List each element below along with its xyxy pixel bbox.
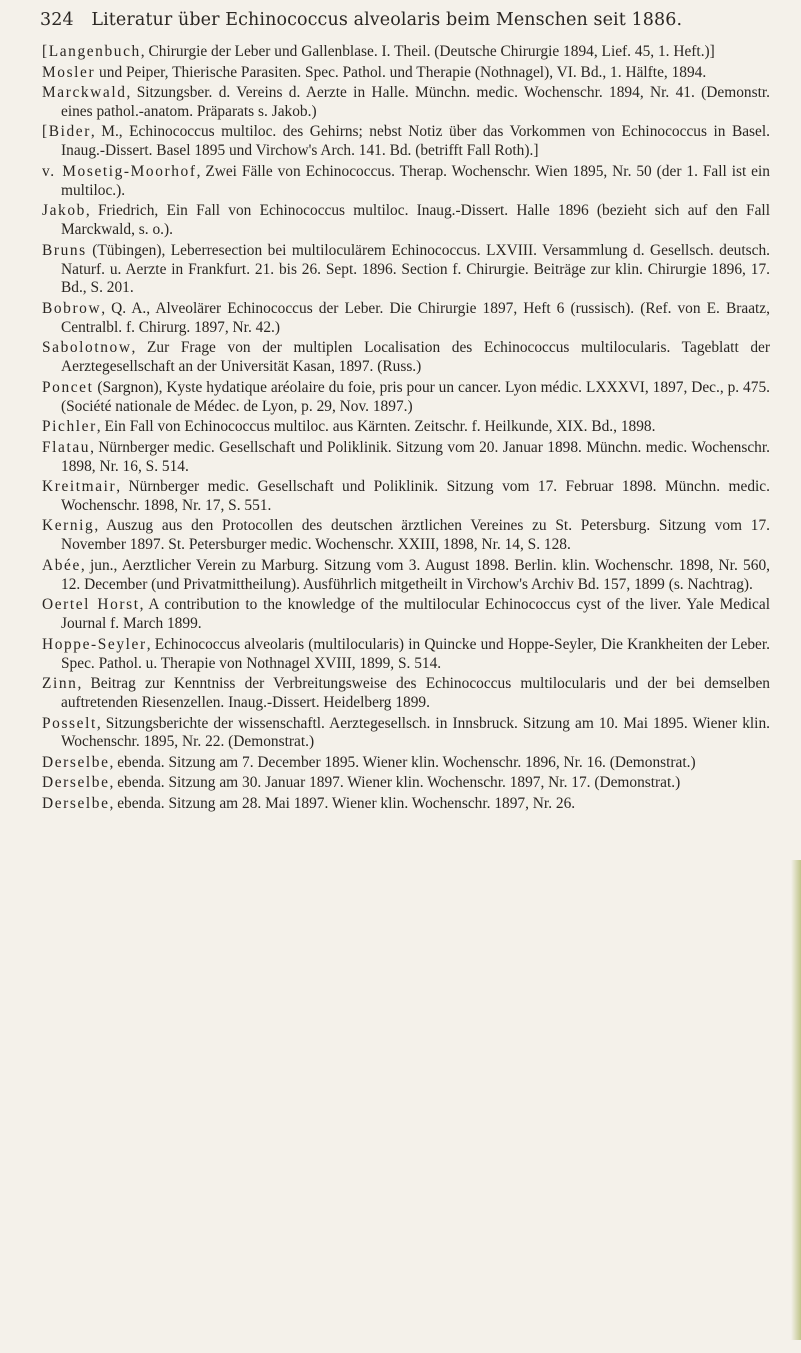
reference-text: , Sitzungsberichte der wissenschaftl. Aerztegesellsch. in Innsbruck. Sitzung am 10. Mai 1895. Wiener klin. Wochenschr. 1895, Nr. 22. (Demonstrat.) — [61, 714, 770, 751]
reference-entry — [42, 379, 770, 417]
reference-text: , Zwei Fälle von Echinococcus. Therap. Wochenschr. Wien 1895, Nr. 50 (der 1. Fall ist ein multiloc.). — [61, 162, 770, 199]
reference-text: , M., Echinococcus multiloc. des Gehirns; nebst Notiz über das Vorkommen von Echinococcus in Basel. Inaug.-Dissert. Basel 1895 und Virchow's Arch. 141. Bd. (betrifft Fall Roth).] — [61, 123, 770, 160]
reference-entry — [42, 84, 770, 122]
reference-author: Hoppe-Seyler — [42, 635, 147, 653]
reference-author: Sabolotnow — [42, 339, 132, 357]
reference-entry — [42, 754, 770, 773]
reference-author: v. Mosetig-Moorhof — [42, 162, 197, 180]
reference-text: , Zur Frage von der multiplen Localisation des Echinococcus multilocularis. Tageblatt der Aerztegesellschaft an der Universität Kasan, 1897. (Russ.) — [61, 339, 770, 376]
reference-author: Kreitmair — [42, 478, 117, 496]
reference-entry — [42, 439, 770, 477]
reference-author: Posselt — [42, 714, 97, 732]
reference-text: , Nürnberger medic. Gesellschaft und Poliklinik. Sitzung vom 20. Januar 1898. Münchn. medic. Wochenschr. 1898, Nr. 16, S. 514. — [61, 438, 770, 475]
reference-text: , Echinococcus alveolaris (multilocularis) in Quincke und Hoppe-Seyler, Die Krankheiten der Leber. Spec. Pathol. u. Therapie von Nothnagel XVIII, 1899, S. 514. — [61, 635, 770, 672]
reference-text: , Chirurgie der Leber und Gallenblase. I. Theil. (Deutsche Chirurgie 1894, Lief. 45, 1. Heft.)] — [140, 43, 715, 60]
reference-author: Flatau — [42, 438, 91, 456]
reference-author: Derselbe — [42, 753, 110, 771]
reference-text: , Sitzungsber. d. Vereins d. Aerzte in Halle. Münchn. medic. Wochenschr. 1894, Nr. 41. (Demonstr. eines pathol.-anatom. Präparats s. Jakob.) — [61, 84, 770, 120]
reference-text: und Peiper, Thierische Parasiten. Spec. Pathol. und Therapie (Nothnagel), VI. Bd., 1. Hälfte, 1894. — [95, 63, 707, 81]
reference-text: , jun., Aerztlicher Verein zu Marburg. Sitzung vom 3. August 1898. Berlin. klin. Wochenschr. 1898, Nr. 560, 12. December (und Privatmittheilung). Ausführlich mitgetheilt in Virchow's Archiv Bd. 157, 1899 (s. Nachtrag). — [61, 556, 770, 593]
reference-author: Abée — [42, 556, 81, 574]
reference-text: , Friedrich, Ein Fall von Echinococcus multiloc. Inaug.-Dissert. Halle 1896 (bezieht sich auf den Fall Marckwald, s. o.). — [61, 202, 770, 239]
reference-text: (Tübingen), Leberresection bei multiloculärem Echinococcus. LXVIII. Versammlung d. Gesellsch. deutsch. Naturf. u. Aerzte in Frankfurt. 21. bis 26. Sept. 1896. Section f. Chirurgie. Beiträge zur klin. Chirurgie 1896, 17. Bd., S. 201. — [61, 241, 770, 297]
reference-entry — [42, 43, 770, 62]
reference-entry — [42, 557, 770, 595]
reference-author: [Bider — [42, 123, 91, 141]
reference-author: Pichler — [42, 418, 97, 436]
reference-text: , ebenda. Sitzung am 28. Mai 1897. Wiener klin. Wochenschr. 1897, Nr. 26. — [109, 794, 576, 812]
reference-author: Mosler — [42, 63, 96, 81]
reference-author: Kernig — [42, 517, 95, 535]
reference-author: Zinn — [42, 675, 78, 693]
reference-list — [42, 43, 770, 815]
reference-author: Derselbe — [42, 794, 110, 812]
page-number: 324 — [40, 10, 74, 30]
reference-entry — [42, 300, 770, 338]
reference-entry — [42, 339, 770, 377]
reference-entry — [42, 242, 770, 299]
page-edge-discoloration — [791, 860, 801, 1340]
reference-author: Bruns — [42, 241, 87, 259]
reference-entry — [42, 202, 770, 240]
running-header — [40, 10, 761, 30]
reference-entry — [42, 596, 770, 634]
reference-author: Marckwald — [42, 84, 127, 101]
reference-text: , Ein Fall von Echinococcus multiloc. aus Kärnten. Zeitschr. f. Heilkunde, XIX. Bd., 1898. — [96, 418, 656, 436]
reference-entry — [42, 517, 770, 555]
reference-text: , ebenda. Sitzung am 30. Januar 1897. Wiener klin. Wochenschr. 1897, Nr. 17. (Demonstrat.) — [109, 774, 681, 792]
reference-entry — [42, 675, 770, 713]
reference-text: , Auszug aus den Protocollen des deutschen ärztlichen Vereines zu St. Petersburg. Sitzung vom 17. November 1897. St. Petersburger medic. Wochenschr. XXIII, 1898, Nr. 14, S. 128. — [61, 517, 770, 554]
reference-entry — [42, 163, 770, 201]
reference-entry — [42, 418, 770, 437]
reference-entry — [42, 64, 770, 83]
reference-text: , Beitrag zur Kenntniss der Verbreitungsweise des Echinococcus multilocularis und der bei demselben auftretenden Riesenzellen. Inaug.-Dissert. Heidelberg 1899. — [61, 675, 770, 711]
reference-author: Jakob — [42, 202, 86, 220]
reference-entry — [42, 478, 770, 516]
reference-entry — [42, 715, 770, 753]
reference-text: , Nürnberger medic. Gesellschaft und Poliklinik. Sitzung vom 17. Februar 1898. Münchn. medic. Wochenschr. 1898, Nr. 17, S. 551. — [61, 478, 770, 514]
reference-author: Oertel Horst — [42, 596, 140, 614]
reference-author: Poncet — [42, 378, 94, 396]
reference-text: , A contribution to the knowledge of the multilocular Echinococcus cyst of the liver. Yale Medical Journal f. March 1899. — [61, 596, 770, 633]
reference-entry — [42, 774, 770, 793]
reference-text: , Q. A., Alveolärer Echinococcus der Leber. Die Chirurgie 1897, Heft 6 (russisch). (Ref. von E. Braatz, Centralbl. f. Chirurg. 1897, Nr. 42.) — [61, 299, 770, 336]
reference-text: , ebenda. Sitzung am 7. December 1895. Wiener klin. Wochenschr. 1896, Nr. 16. (Demonstrat.) — [109, 753, 696, 771]
running-title: Literatur über Echinococcus alveolaris beim Menschen seit 1886. — [91, 10, 683, 30]
reference-author: Bobrow — [42, 299, 102, 317]
reference-entry — [42, 123, 770, 161]
reference-text: (Sargnon), Kyste hydatique aréolaire du foie, pris pour un cancer. Lyon médic. LXXXVI, 1897, Dec., p. 475. (Société nationale de Médec. de Lyon, p. 29, Nov. 1897.) — [61, 378, 770, 415]
reference-entry — [42, 795, 770, 814]
reference-author: Derselbe — [42, 774, 110, 792]
reference-entry — [42, 636, 770, 674]
reference-author: [Langenbuch — [42, 43, 141, 60]
